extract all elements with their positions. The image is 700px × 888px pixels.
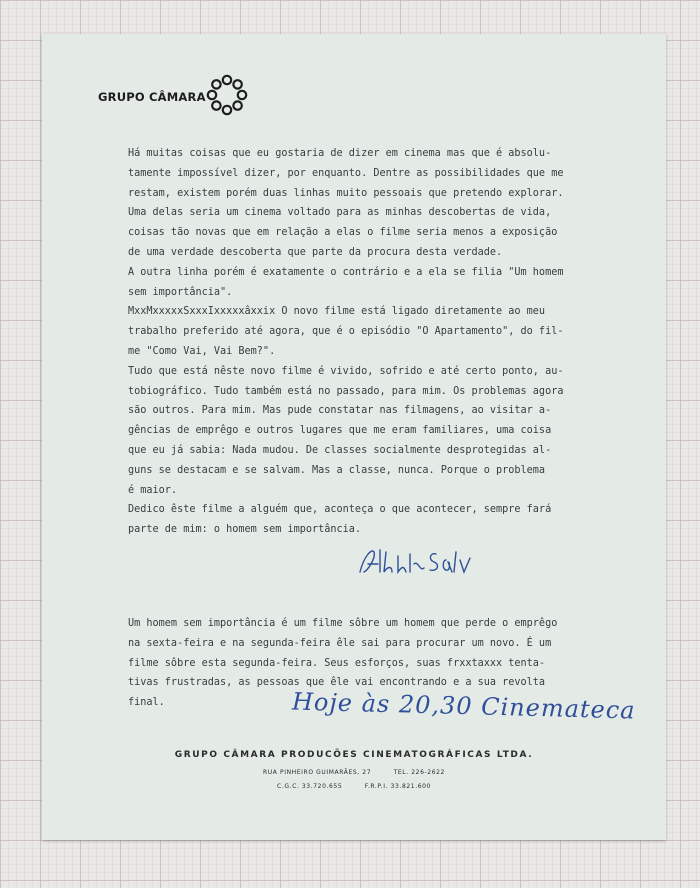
typed-line: que eu já sabia: Nada mudou. De classes socialmente desprotegidas al-	[128, 444, 552, 456]
typed-line: trabalho preferido até agora, que é o episódio "O Apartamento", do fil-	[128, 326, 564, 338]
typed-line: Tudo que está nêste novo filme é vivido, sofrido e até certo ponto, au-	[128, 365, 564, 377]
typed-line: restam, existem porém duas linhas muito pessoais que pretendo explorar.	[128, 187, 564, 199]
footer-company-name: GRUPO CÂMARA PRODUCÕES CINEMATOGRÁFICAS LTDA.	[174, 750, 534, 760]
typed-line: Há muitas coisas que eu gostaria de dizer em cinema mas que é absolu-	[128, 148, 552, 159]
footer-frpi: F.R.P.I. 33.821.600	[364, 783, 431, 790]
typed-line: são outros. Para mim. Mas pude constatar nas filmagens, ao visitar a-	[128, 405, 552, 417]
typed-line: A outra linha porém é exatamente o contrário e a ela se filia "Um homem	[128, 266, 564, 278]
typed-line: Um homem sem importância é um filme sôbre um homem que perde o emprêgo	[128, 618, 558, 629]
typed-line: tamente impossível dizer, por enquanto. Dentre as possibilidades que me	[128, 167, 564, 179]
typed-line: sem importância".	[128, 286, 233, 298]
handwritten-note: Hoje às 20,30 Cinemateca	[291, 687, 636, 725]
letter-sheet	[42, 34, 666, 840]
signature	[354, 542, 484, 582]
typed-paragraph-1	[128, 144, 668, 540]
typed-line: me "Como Vai, Vai Bem?".	[128, 345, 276, 357]
footer-phone: TEL. 226-2622	[393, 769, 445, 776]
footer-registration-line	[42, 783, 666, 790]
typed-line: filme sôbre esta segunda-feira. Seus esforços, suas frxxtaxxx tenta-	[128, 657, 546, 669]
typed-line: coisas tão novas que em relação a elas o filme seria menos a exposição	[128, 227, 558, 239]
footer-address-line	[42, 769, 666, 776]
ring-of-circles-icon	[206, 74, 248, 116]
typed-line: na sexta-feira e na segunda-feira êle sai para procurar um novo. É um	[128, 637, 552, 649]
typed-line: MxxMxxxxxSxxxIxxxxxâxxix O novo filme está ligado diretamente ao meu	[128, 306, 546, 318]
typed-line: gências de emprêgo e outros lugares que me eram familiares, uma coisa	[128, 425, 552, 437]
typed-line: de uma verdade descoberta que parte da procura desta verdade.	[128, 246, 503, 258]
typed-line: parte de mim: o homem sem importância.	[128, 524, 362, 536]
typed-line: guns se destacam e se salvam. Mas a classe, nunca. Porque o problema	[128, 464, 546, 476]
footer-address: RUA PINHEIRO GUIMARÃES, 27	[263, 769, 372, 776]
typed-line: Uma delas seria um cinema voltado para as minhas descobertas de vida,	[128, 207, 552, 219]
typed-line: tobiográfico. Tudo também está no passado, para mim. Os problemas agora	[128, 385, 564, 397]
letterhead-brand: GRUPO CÂMARA	[98, 90, 206, 104]
footer-cgc: C.G.C. 33.720.655	[277, 783, 343, 790]
typed-line: tivas frustradas, as pessoas que êle vai encontrando e a sua revolta	[128, 677, 546, 689]
typed-line: é maior.	[128, 484, 178, 496]
typed-line: Dedico êste filme a alguém que, aconteça o que acontecer, sempre fará	[128, 504, 552, 516]
typed-line: final.	[128, 697, 165, 709]
